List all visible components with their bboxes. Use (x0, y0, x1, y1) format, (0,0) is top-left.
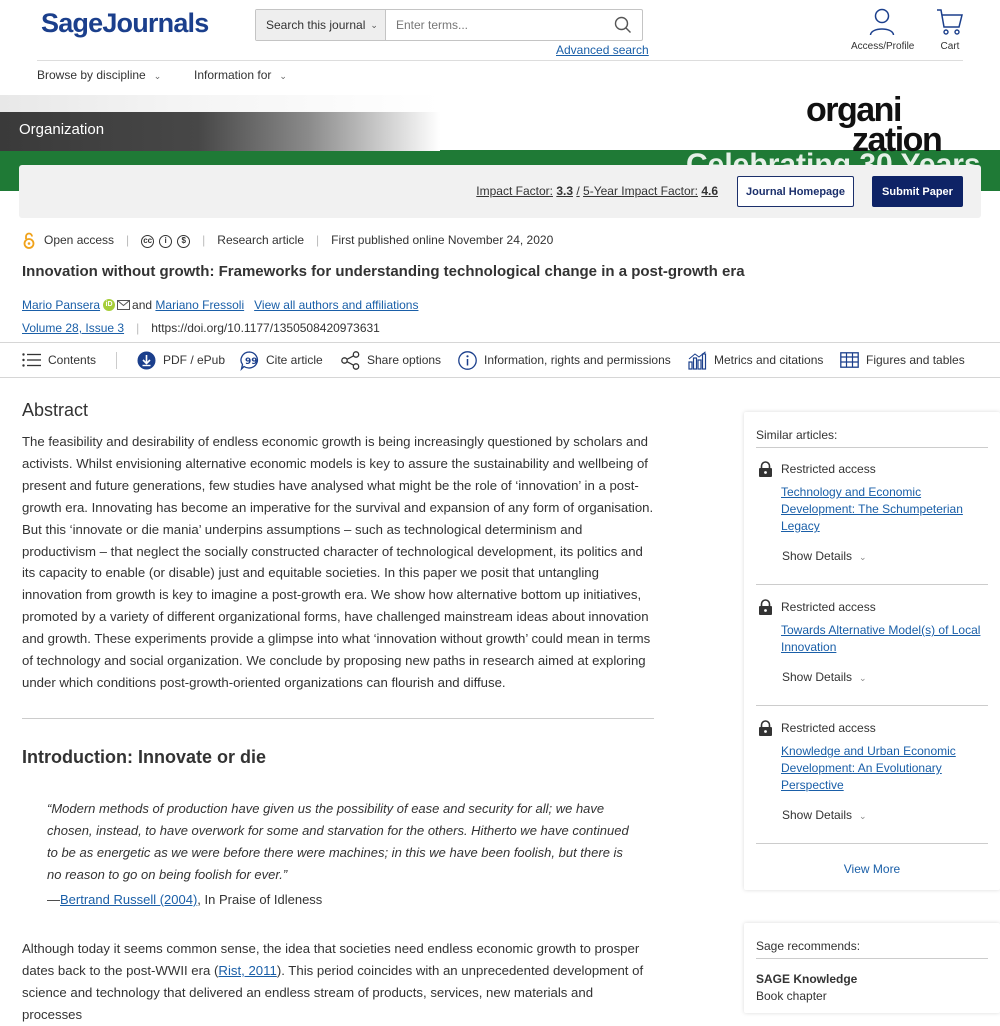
search-icon (614, 16, 632, 34)
pdf-epub-button[interactable] (137, 343, 225, 377)
metrics-citations-label: Metrics and citations (714, 353, 824, 367)
five-year-impact-label: 5-Year Impact Factor: (583, 184, 698, 198)
list-icon (22, 353, 41, 367)
share-icon (341, 351, 360, 370)
panel-divider (756, 843, 988, 844)
access-status (758, 599, 988, 615)
chevron-down-icon: ⌄ (859, 811, 867, 821)
nav-information-for[interactable] (194, 68, 287, 82)
nav-browse-by-discipline[interactable] (37, 68, 161, 82)
svg-text:99: 99 (245, 356, 258, 367)
chevron-down-icon: ⌄ (279, 71, 287, 81)
show-details-toggle[interactable] (782, 549, 988, 563)
open-access-label: Open access (44, 233, 115, 247)
bar-chart-icon (688, 351, 707, 370)
lock-icon (758, 461, 773, 477)
journal-homepage-button[interactable]: Journal Homepage (737, 176, 854, 207)
table-icon (840, 352, 859, 368)
contents-label: Contents (48, 353, 97, 367)
impact-factor[interactable] (476, 184, 718, 198)
advanced-search-link[interactable]: Advanced search (556, 43, 649, 57)
cite-article-label: Cite article (266, 353, 323, 367)
info-icon (458, 351, 477, 370)
pdf-epub-label: PDF / ePub (163, 353, 226, 367)
share-options-button[interactable] (341, 343, 441, 377)
toolbar-divider (116, 352, 117, 369)
figures-tables-button[interactable] (840, 343, 965, 377)
introduction-heading: Introduction: Innovate or die (22, 747, 266, 767)
sage-journals-logo[interactable]: SageJournals (41, 8, 209, 38)
search-button[interactable] (604, 10, 642, 40)
similar-article-link[interactable]: Technology and Economic Development: The Schumpeterian Legacy (781, 485, 963, 533)
search-scope-label: Search this journal (266, 18, 366, 32)
article-type: Research article (217, 233, 304, 247)
introduction-paragraph (22, 938, 654, 1026)
submit-paper-button[interactable]: Submit Paper (872, 176, 963, 207)
similar-articles-panel (744, 412, 1000, 890)
panel-divider (756, 705, 988, 706)
article-toolbar (0, 342, 1000, 378)
author-link[interactable]: Mariano Fressoli (155, 298, 245, 312)
epigraph-attribution (47, 892, 322, 907)
abstract-text: The feasibility and desirability of endless economic growth is being increasingly questioned by scholars and activists. Whilst envisioning alternative economic models is key to assure the sustainability and wellbeing of present and future generations, few studies have analysed what might be the role of ‘innovation’ in a post-growth era. Innovating has become an imperative for the survival and expansion of any form of organisation. But this ‘innovate or die mania’ underpins assumptions – such as technological determinism and productivism – that neglect the socially constructed character of technological development, its politics and its capacity to enable (or disable) just and equitable societies. In this paper we posit that untangling innovation from growth is key to imagine a post-growth era. We show how alternative bottom up initiatives, promoted by a variety of different organizational forms, have challenged mainstream ideas about innovation and growth. These experiments provide a glimpse into what ‘innovation without growth’ could mean in terms of technology and social organization. We conclude by proposing new paths in research aimed at exploring under which conditions post-growth-oriented organizations can flourish and diffuse. (22, 434, 654, 690)
cc-icon: cc (141, 235, 154, 248)
volume-issue-link[interactable]: Volume 28, Issue 3 (22, 321, 125, 335)
user-icon (869, 8, 895, 36)
email-icon[interactable] (117, 300, 130, 310)
similar-article-link[interactable]: Knowledge and Urban Economic Development: An Evolutionary Perspective (781, 744, 956, 792)
cite-article-button[interactable] (240, 343, 323, 377)
attribution-dash: — (47, 892, 60, 907)
cart-label: Cart (940, 41, 960, 52)
abstract-heading: Abstract (22, 400, 89, 420)
chevron-down-icon: ⌄ (370, 19, 378, 30)
lock-icon (758, 720, 773, 736)
view-more-button[interactable]: View More (843, 862, 901, 876)
cart-icon (936, 8, 964, 36)
russell-citation-link[interactable]: Bertrand Russell (2004) (60, 892, 198, 907)
published-date: First published online November 24, 2020 (331, 233, 554, 247)
access-profile-label: Access/Profile (851, 41, 915, 52)
five-year-impact-value: 4.6 (701, 184, 718, 198)
information-rights-label: Information, rights and permissions (484, 353, 671, 367)
panel-divider (756, 958, 988, 959)
journal-brand-logo (806, 91, 942, 159)
similar-article-item (758, 461, 988, 563)
section-divider (22, 718, 654, 719)
rist-citation-link[interactable]: Rist, 2011 (218, 962, 277, 978)
author-list (22, 298, 418, 312)
recommended-type: Book chapter (756, 989, 827, 1003)
doi[interactable]: https://doi.org/10.1177/1350508420973631 (151, 321, 380, 335)
site-header (0, 0, 1000, 95)
epigraph-quote: “Modern methods of production have given us the possibility of ease and security for all; we have chosen, instead, to have overwork for some and starvation for the others. Hitherto we have continued to be as energetic as we were before there were machines; in this we have been foolish, but there is no reason to go on being foolish for ever.” (47, 801, 629, 882)
author-conjunction: and (132, 298, 153, 312)
metrics-citations-button[interactable] (688, 343, 823, 377)
recommended-title[interactable]: SAGE Knowledge (756, 972, 858, 986)
journal-info-bar (19, 165, 981, 218)
by-icon: i (159, 235, 172, 248)
impact-factor-label: Impact Factor: (476, 184, 553, 198)
similar-articles-heading: Similar articles: (756, 428, 838, 442)
share-options-label: Share options (367, 353, 442, 367)
show-details-label: Show Details (782, 808, 853, 822)
access-status (758, 461, 988, 477)
impact-separator: / (576, 184, 580, 198)
access-label: Restricted access (781, 721, 876, 735)
cart-button[interactable] (933, 8, 967, 52)
quote-icon (240, 351, 259, 370)
article-meta: Open access | cc i $ | Research article | First published online November 24, 2020 (22, 231, 553, 249)
sage-recommends-panel (744, 923, 1000, 1013)
nav-label: Browse by discipline (37, 68, 146, 82)
access-label: Restricted access (781, 600, 876, 614)
author-link[interactable]: Mario Pansera (22, 298, 101, 312)
show-details-label: Show Details (782, 670, 853, 684)
journal-name: Organization (19, 121, 105, 138)
contents-button[interactable] (22, 343, 96, 377)
chevron-down-icon: ⌄ (153, 71, 162, 81)
show-details-toggle[interactable] (782, 670, 988, 684)
brand-line-1: organi (806, 91, 901, 129)
nav-label: Information for (194, 68, 272, 82)
similar-article-link[interactable]: Towards Alternative Model(s) of Local Innovation (781, 623, 981, 654)
download-icon (137, 351, 156, 370)
paragraph-text: Although today it seems common sense, the idea that societies need endless economic growth to prosper dates back to the post-WWII era ( (22, 941, 640, 978)
paragraph-text: ). This period coincides with an unprecedented development of science and technology that delivered an endless stream of products, services, new materials and processes (22, 962, 644, 1022)
sage-recommends-heading: Sage recommends: (756, 939, 861, 953)
chevron-down-icon: ⌄ (859, 673, 867, 683)
figures-tables-label: Figures and tables (866, 353, 965, 367)
panel-divider (756, 584, 988, 585)
open-access-icon (22, 232, 36, 249)
search-input[interactable] (386, 10, 604, 40)
impact-factor-value: 3.3 (556, 184, 573, 198)
panel-divider (756, 447, 988, 448)
chevron-down-icon: ⌄ (859, 552, 867, 562)
similar-article-item (758, 599, 988, 684)
show-details-label: Show Details (782, 549, 853, 563)
access-label: Restricted access (781, 462, 876, 476)
similar-article-item (758, 720, 988, 822)
search-scope-dropdown[interactable] (256, 10, 386, 40)
nav-divider (37, 60, 963, 61)
nc-icon: $ (177, 235, 190, 248)
lock-icon (758, 599, 773, 615)
volume-doi-row: Volume 28, Issue 3 | https://doi.org/10.1177/1350508420973631 (22, 321, 380, 335)
search-bar (255, 9, 643, 41)
license-icons[interactable] (141, 232, 195, 248)
orcid-icon[interactable]: iD (103, 299, 115, 311)
article-title: Innovation without growth: Frameworks for understanding technological change in a post-growth era (22, 263, 745, 280)
access-profile-button[interactable] (851, 8, 913, 52)
brand-line-2: zation (852, 121, 942, 159)
show-details-toggle[interactable] (782, 808, 988, 822)
information-rights-button[interactable] (458, 343, 671, 377)
access-status (758, 720, 988, 736)
attribution-source: , In Praise of Idleness (197, 892, 323, 907)
view-all-authors-link[interactable]: View all authors and affiliations (254, 298, 419, 312)
